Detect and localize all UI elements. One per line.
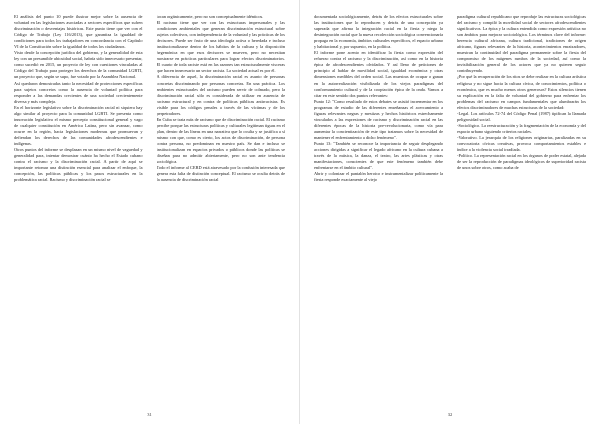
text-column-3 (314, 14, 443, 404)
paragraph: tocan orgánicamente, pero no son conceptualmente idénticos. (156, 14, 264, 19)
paragraph: -Político. La representación racial en los órganos de poder estatal, alejada de ser la reproducción de paradigmas ideológicos de superioridad racista de unos sobre otros, como acaba de (457, 153, 586, 171)
paragraph: Punto 12: "Como resultado de estos debates se asistió incrementar en los programas de estudio de las diferentes enseñanzas el acercamiento a figuras relevantes negras y mestizas y hechos históricos estrechamente vinculados a las expresiones de racismo y discriminación racial en las diferentes épocas de la historia pre-revolucionaria, como vía para aumentar la concientización de este tipo tratamos sobre la necesidad de mantener el enfrentamiento a dicho fenómeno". (314, 98, 443, 140)
paragraph: Todo el informe al CERD está atravesado por la confusión interesada que genera esta falta de distinción conceptual. El racismo se oculta detrás de la ausencia de discriminación racial (156, 165, 285, 183)
paragraph: -Legal. Los artículos 72-74 del Código Penal (1987) tipifican la llamada peligrosidad social. (457, 110, 586, 122)
paragraph: -Sociológico. La reestructuración y la fragmentación de la economía y del espacio urbano siguiendo criterios raciales. (457, 122, 586, 134)
paragraph: documentada sociológicamente, detrás de los efectos estructurales sobre las instituciones que lo reproducen y detrás de una concepción ya superada que afirma la integración racial en la fiesta y niega la desintegración racial que la nueva recolección sociológica convencionaría propaga en la economía, ámbitos culturales específicos, el espacio urbano y habitacional y, por supuesto, en la política. (314, 14, 443, 50)
paragraph: El análisis del punto 10 puede ilustrar mejor sobre la ausencia de voluntad en las legislaciones asociadas a sectores específicos que sufren discriminación o desventajas históricas. Este punto tiene que ver con el Código de Trabajo (Ley 116/2013), que garantiza la igualdad de condiciones para todos los trabajadores en concordancia con el Capítulo VI de la Constitución sobre la igualdad de todos los ciudadanos. (14, 14, 143, 50)
text-column-4 (457, 14, 586, 404)
paragraph: El racismo tiene que ver con las estructuras impersonales y las condiciones ambientales que generan discriminación estructural sobre sujetos colectivos, con independencia de la voluntad y las prácticas de los decisores. Puede ser fruto de una ideología activa o heredada e incluso institucionalizarse dentro de los hábitos de la cultura y la disposición hegemónica en que esos decisores se mueven, pero no necesitan mostrarse en prácticas particulares para lograr efectos discriminatorios. El cuarto de toda raciste está en las razones tan estructuralmente visceras que hacen innecesario un sector racista. La sociedad actual es por él. (156, 20, 285, 74)
text-column-2 (157, 14, 286, 404)
paragraph: Así quedaron demostradas tanto la necesidad de protecciones específicas para sujetos concretos como la ausencia de voluntad política para responder a las demandas crecientes de una sociedad crecientemente diversa y más compleja. (14, 80, 143, 104)
paragraph: -Valorativo. La jerarquía de los religiones originarias, paralizadas en su convocatoria cívicas creativas, provoca comportamientos estables e índice a la violencia social irradiada. (457, 134, 586, 153)
page-number: 32 (447, 412, 453, 417)
page-right (300, 0, 600, 424)
paragraph: El informe pone acento en identificar la fiesta como expresión del refuerzo contra el racismo y la discriminación, así como en la historia épica de afrodescendientes olvidados. Y así lleno de peticiones de principio al hablar de movilidad social, igualdad económica y otras dimensiones medibles del orden social. Las muestras de ocupar o ganan en la autorrealización visibilizada de los viejos paradigmas del conformamiento cultural y de la cooptación épica de la onda. Vamos a citar en este sentido dos puntos relevantes: (314, 50, 443, 98)
paragraph: Abrir y colonizar el pantalón heroico e instrumentalizar políticamente la fiesta responde exactamente al viejo (314, 171, 443, 183)
paragraph: Otros puntos del informe se desplazan en un mismo nivel de vaguedad y generalidad para, intentar demostrar cuánto ha hecho el Estado cubano contra el racismo y la discriminación racial. A partir de aquí se importante retomar una distinción esencial para analizar el enfoque, la concepción, las políticas públicas y los pasos estructurales en la problemática racial. Racismo y discriminación racial se (14, 147, 143, 183)
paragraph: paradigma cultural republicano que reproduje las estructuras sociológicas del racismo y compiló la movilidad social de sectores afrodescendientes significativos. La épica y la cultura entendida como expresión artística no son ámbitos para mejorar socioiológica. Los términos clave del informe: herencia cultural africana, cultura tradicional, tradiciones de origen africano, figuras relevantes de la historia, acontecimientos enraizadores, muestran la continuidad del paradigma permanente sobre la fiesta del compromiso de los mágenes rumbos de la sociedad, así como la invisibilización general de los actores que ya no quieren seguir contribuyendo. (457, 14, 586, 74)
page-number: 31 (147, 412, 152, 417)
text-column-1 (14, 14, 143, 404)
paragraph: Punto 13: "También se reconoce la importancia de seguir desplegando acciones dirigidas a significar el legado africano en la cultura cubana a través de la música, la danza, el teatro, las artes plásticas y otras manifestaciones, conscientes de que este fenómeno también debe enfrentarse en el ámbito cultural". (314, 140, 443, 171)
paragraph: ¿Por qué la recuperación de los ritos se debe realizar en la cultura artística religiosa y no sigue hacia la cultura cívica, de conocimientos, política o económica, que es mucho menos otros generosos? Estos silencios tienen su explicación en la falta de voluntad del gobierno para enfrentar los problemas del racismo en campos fundamentales que alumbrarán los efectos discriminadores de muchas estructuras de la sociedad: (457, 74, 586, 110)
paragraph: En el horizonte legislativo sobre la discriminación racial ni siquiera hay algo similar al proyecto para la comunidad LGBTI. Se presenta como innovación legislativa el mismo precepto constitucional general y vago de cualquier constitución en América Latina, pero sin avanzar, como ocurre en la región, hacia legislaciones modernas que promuevan y defiendan los derechos de las comunidades afrodescendientes e indígenas. (14, 104, 143, 146)
paragraph: Visto desde la concepción jurídica del gobierno, y la generalidad de esta ley con un presumible ubicuidad social, habría sido innecesario presentar, como sucedió en 2015, un proyecto de ley con cuestiones vinculadas al Código del Trabajo para proteger los derechos de la comunidad LGBTI, un proyecto que, según se supo, fue votado por la Asamblea Nacional. (14, 50, 143, 80)
paragraph: En Cuba se trata más de racismo que de discriminación racial. El racismo percibe porque las estructuras políticas y culturales legitiman tiguas en el plan, dentro de las líneas en una narrativa que lo oculta y se justifica a sí mismo con que, como es cierto, los actos de discriminación, de persona contra persona, no predominan en nuestro país. Se dan e incluso se institucionalizan en espacios privados o públicos donde las políticas se diseñan para no admitir abiertamente, pero no son ante tendencia sociológica. (156, 116, 285, 165)
paragraph: A diferencia de aquel, la discriminación racial es asunto de personas concretas discriminando por personas concretas. En una práctica. Los ambientes estructurales del racismo pueden servir de colmado, pero la discriminación racial sólo es considerada de utilizar en ausencia de racismo estructural y en contra de políticas públicas antirracistas. Es visible para los códigos penales a través de las víctimas y de los perpetradores. (156, 74, 285, 116)
